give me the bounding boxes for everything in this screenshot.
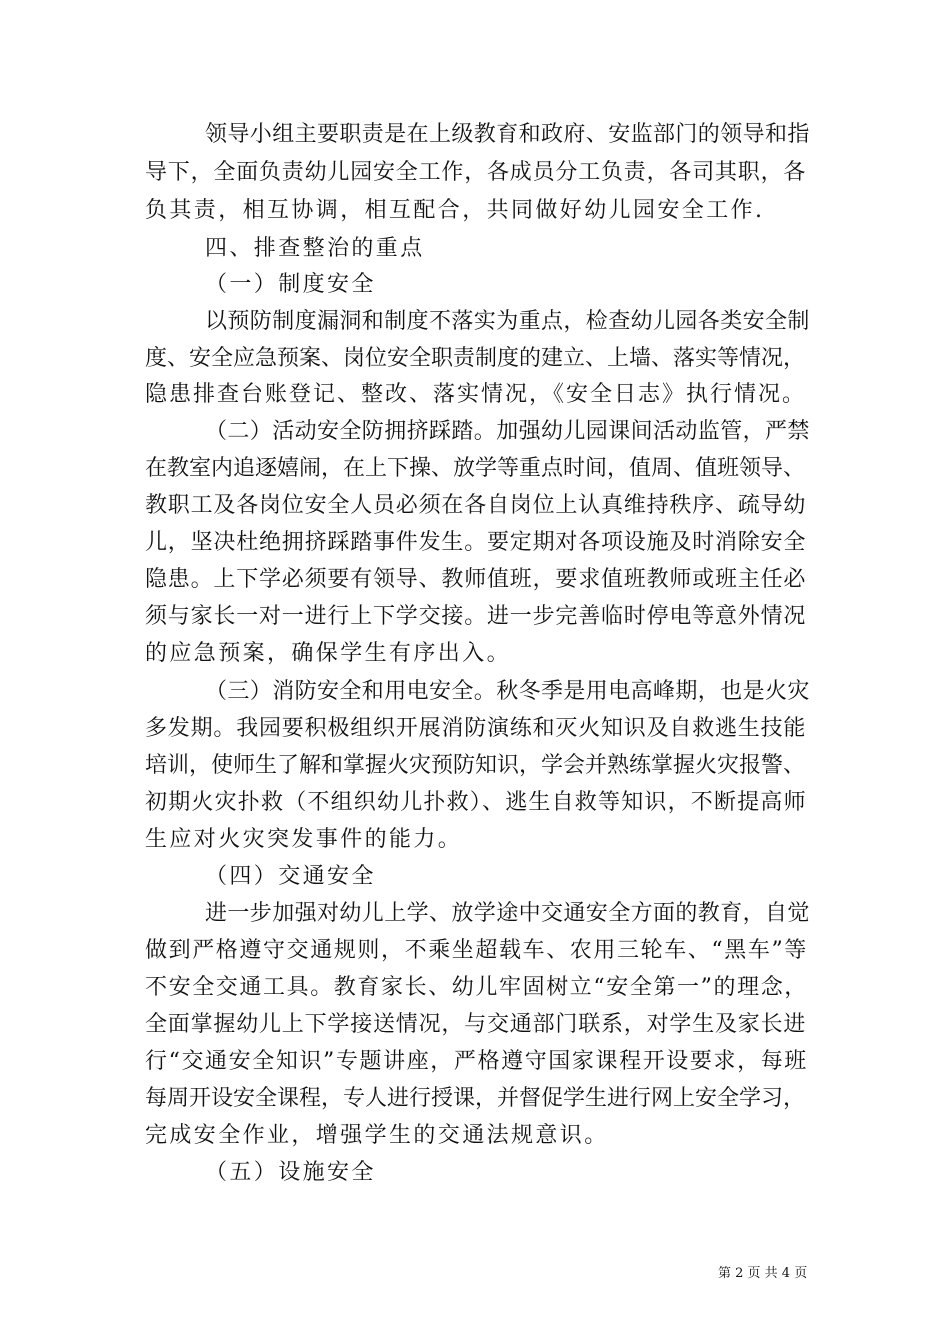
text-line: 须与家长一对一进行上下学交接。进一步完善临时停电等意外情况	[145, 604, 807, 629]
text-line: 负其责，相互协调，相互配合，共同做好幼儿园安全工作.	[145, 198, 765, 223]
text-line: 教职工及各岗位安全人员必须在各自岗位上认真维持秩序、疏导幼	[145, 493, 807, 518]
text-line: 以预防制度漏洞和制度不落实为重点，检查幼儿园各类安全制	[205, 309, 810, 334]
text-line: 完成安全作业，增强学生的交通法规意识。	[145, 1123, 609, 1148]
text-line: 导下，全面负责幼儿园安全工作，各成员分工负责，各司其职，各	[145, 160, 807, 185]
text-line: 每周开设安全课程，专人进行授课，并督促学生进行网上安全学习，	[145, 1086, 806, 1111]
text-line: 初期火灾扑救（不组织幼儿扑救）、逃生自救等知识，不断提高师	[145, 790, 807, 815]
text-line: 在教室内追逐嬉闹，在上下操、放学等重点时间，值周、值班领导、	[145, 456, 806, 481]
text-line: 多发期。我园要积极组织开展消防演练和灭火知识及自救逃生技能	[145, 716, 807, 741]
section-heading: 四、排查整治的重点	[205, 236, 425, 261]
text-line: 的应急预案，确保学生有序出入。	[145, 641, 512, 666]
text-line: 度、安全应急预案、岗位安全职责制度的建立、上墙、落实等情况，	[145, 346, 806, 371]
text-line: 生应对火灾突发事件的能力。	[145, 827, 463, 852]
text-line: （二）活动安全防拥挤踩踏。加强幼儿园课间活动监管，严禁	[205, 419, 810, 444]
text-line: 培训，使师生了解和掌握火灾预防知识，学会并熟练掌握火灾报警、	[145, 753, 806, 778]
text-line: 领导小组主要职责是在上级教育和政府、安监部门的领导和指	[205, 122, 810, 147]
subsection-heading: （一）制度安全	[205, 272, 376, 297]
text-line: 不安全交通工具。教育家长、幼儿牢固树立“安全第一”的理念，	[145, 975, 808, 1000]
text-line: 隐患排查台账登记、整改、落实情况，《安全日志》执行情况。	[145, 382, 807, 407]
text-line: 行“交通安全知识”专题讲座，严格遵守国家课程开设要求，每班	[145, 1049, 808, 1074]
page-number: 第 2 页 共 4 页	[718, 1266, 808, 1281]
text-line: 儿，坚决杜绝拥挤踩踏事件发生。要定期对各项设施及时消除安全	[145, 530, 807, 555]
text-line: 全面掌握幼儿上下学接送情况，与交通部门联系，对学生及家长进	[145, 1012, 807, 1037]
text-line: 做到严格遵守交通规则，不乘坐超载车、农用三轮车、“黑车”等	[145, 938, 808, 963]
subsection-heading: （五）设施安全	[205, 1160, 376, 1185]
text-line: （三）消防安全和用电安全。秋冬季是用电高峰期，也是火灾	[205, 679, 810, 704]
subsection-heading: （四）交通安全	[205, 864, 376, 889]
text-line: 隐患。上下学必须要有领导、教师值班，要求值班教师或班主任必	[145, 567, 807, 592]
text-line: 进一步加强对幼儿上学、放学途中交通安全方面的教育，自觉	[205, 901, 810, 926]
